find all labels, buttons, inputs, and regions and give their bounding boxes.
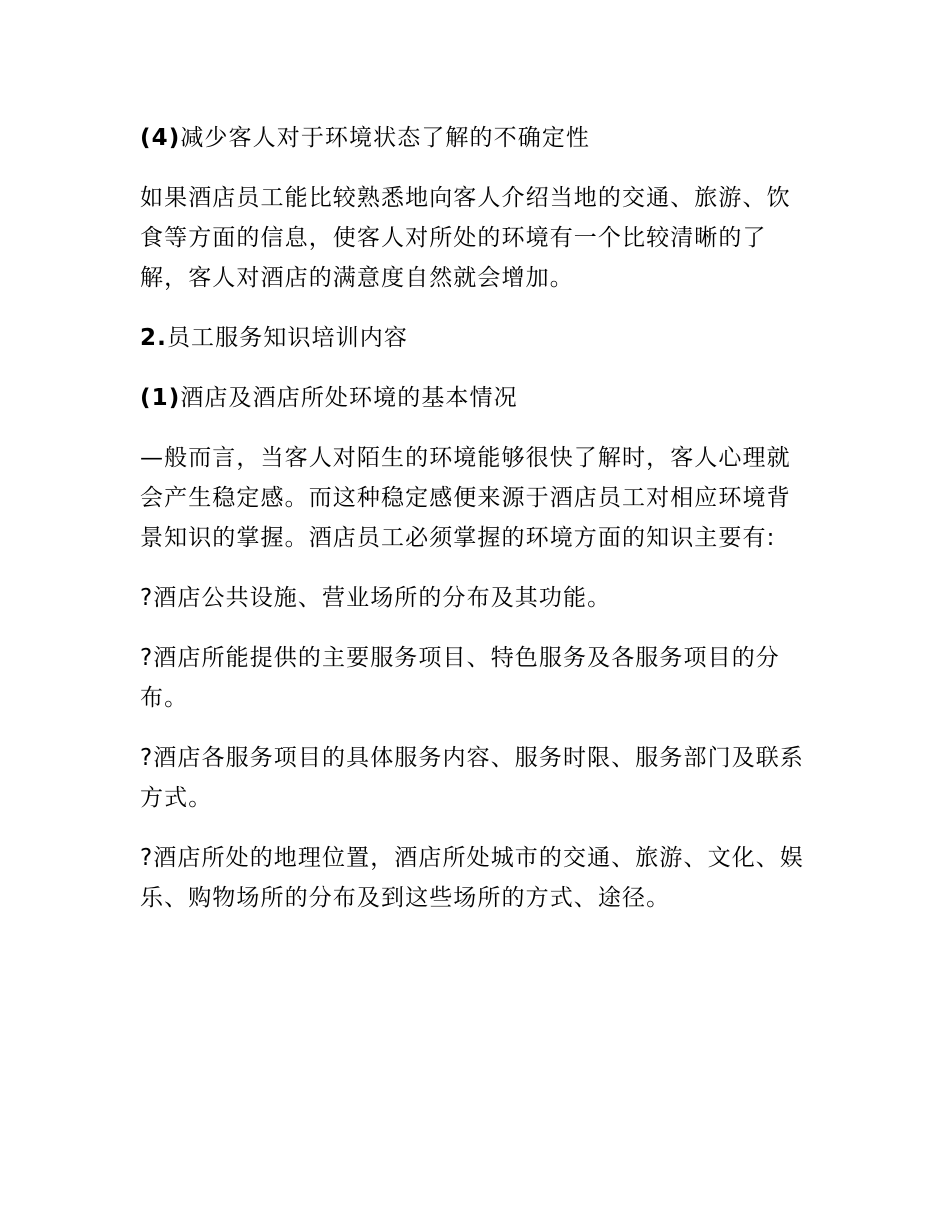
heading-number: (1) <box>140 385 181 411</box>
paragraph-environment-knowledge <box>140 438 810 558</box>
paragraph-text: —般而言，当客人对陌生的环境能够很快了解时，客人心理就会产生稳定感。而这种稳定感便来源于酒店员工对相应环境背景知识的掌握。酒店员工必须掌握的环境方面的知识主要有: <box>140 445 791 551</box>
heading-reduce-uncertainty <box>140 118 810 158</box>
heading-training-content <box>140 318 810 358</box>
paragraph-local-info <box>140 178 810 298</box>
bullet-text: ?酒店所能提供的主要服务项目、特色服务及各服务项目的分布。 <box>140 645 780 711</box>
bullet-item-facilities <box>140 578 810 618</box>
bullet-item-services <box>140 638 810 718</box>
heading-number: 2. <box>140 325 167 351</box>
bullet-text: ?酒店公共设施、营业场所的分布及其功能。 <box>140 585 612 611</box>
bullet-item-service-details <box>140 738 810 818</box>
bullet-item-location <box>140 838 810 918</box>
heading-text: 酒店及酒店所处环境的基本情况 <box>180 385 518 411</box>
heading-number: (4) <box>140 125 181 151</box>
paragraph-text: 如果酒店员工能比较熟悉地向客人介绍当地的交通、旅游、饮食等方面的信息，使客人对所处的环境有一个比较清晰的了解，客人对酒店的满意度自然就会增加。 <box>140 185 791 291</box>
heading-text: 员工服务知识培训内容 <box>166 325 408 351</box>
bullet-text: ?酒店所处的地理位置，酒店所处城市的交通、旅游、文化、娱乐、购物场所的分布及到这些场所的方式、途径。 <box>140 845 805 911</box>
heading-hotel-environment <box>140 378 810 418</box>
bullet-text: ?酒店各服务项目的具体服务内容、服务时限、服务部门及联系方式。 <box>140 745 805 811</box>
heading-text: 减少客人对于环境状态了解的不确定性 <box>180 125 591 151</box>
